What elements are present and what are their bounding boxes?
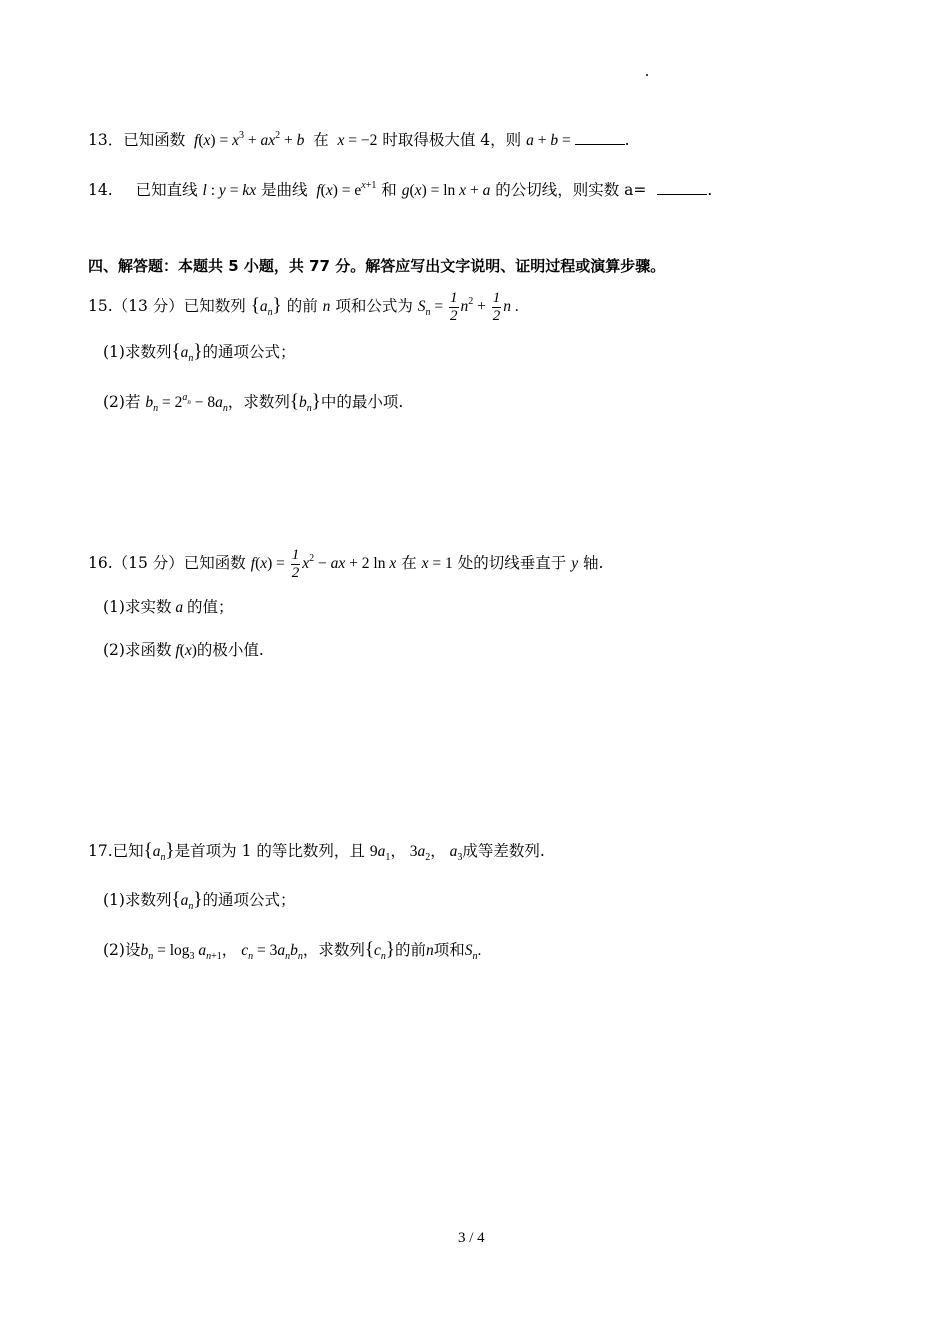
q16-p2-end: 的极小值. <box>196 641 264 659</box>
q14-answer-blank[interactable] <box>657 180 707 195</box>
q14-text-line: 已知直线 <box>135 181 198 199</box>
q17-sequence-an: $\{a_n\}$ <box>143 840 175 863</box>
q15-text-sum: 项和公式为 <box>335 297 413 315</box>
q15-p2-sequence: $\{b_n\}$ <box>289 391 321 414</box>
q17-part-2 <box>103 939 481 962</box>
q17-p2-label: (2)设 <box>103 941 141 959</box>
question-13: 13．已知函数 $f(x) = x^3 + ax^2 + b$ 在 x = −2 时取得极大值 4，则 a + b = . <box>88 130 630 149</box>
question-15 <box>88 288 519 325</box>
q17-p2-text2: 的前 <box>394 941 426 959</box>
q15-p1-label: (1)求数列 <box>103 343 172 361</box>
q13-sum-expression: a + b = <box>526 132 575 149</box>
q17-p2-text1: ，求数列 <box>302 941 365 959</box>
q13-answer-blank[interactable] <box>575 130 625 145</box>
q15-sum-formula: $S_n$ = $\frac{1}{2}$ $n^2$ + $\frac{1}{2}$ n . <box>417 289 519 324</box>
q17-part-1 <box>103 889 295 912</box>
q16-p1-label: (1)求实数 <box>103 598 172 616</box>
q13-number: 13．已知函数 <box>88 131 186 149</box>
q17-p2-text3: 项和 <box>433 941 465 959</box>
question-14: 14. 已知直线 l : y = kx 是曲线 $f(x) = e^{x+1}$ 和 g(x) = ln x + a 的公切线，则实数 a= . <box>88 180 713 199</box>
q15-p2-text2: 中的最小项. <box>320 393 404 411</box>
q17-p2-sn: $S_n$. <box>464 942 482 962</box>
q16-y: y <box>571 555 579 572</box>
q16-text-at: 在 <box>401 554 417 572</box>
stray-dot-mark <box>646 74 648 76</box>
q16-function-formula: f(x) = $\frac{1}{2}$ $x^2$ − ax + 2 ln x <box>250 546 397 581</box>
q14-f-formula: $f(x) = e^{x+1}$ <box>312 180 377 199</box>
q17-p1-sequence: $\{a_n\}$ <box>171 889 203 912</box>
section-4-heading: 四、解答题：本题共 5 小题，共 77 分。解答应写出文字说明、证明过程或演算步骤。 <box>88 257 666 275</box>
q17-p1-label: (1)求数列 <box>103 891 172 909</box>
q13-text-max: 时取得极大值 4，则 <box>382 131 522 149</box>
q14-g-formula: g(x) = ln x + a <box>401 182 491 199</box>
q17-terms: $9a_1$， $3a_2$， $a_3$ <box>369 843 463 863</box>
q13-x-value: x = −2 <box>333 132 378 149</box>
q14-line-formula: l : y = kx <box>202 182 257 199</box>
q15-p2-label: (2)若 <box>103 393 141 411</box>
q16-text-axis: 轴. <box>583 554 604 572</box>
q17-p1-text: 的通项公式； <box>202 891 296 909</box>
q17-p2-sequence: $\{c_n\}$ <box>364 939 395 962</box>
question-17 <box>88 840 545 863</box>
q16-part-1 <box>103 596 233 619</box>
q15-number: 15.（13 分）已知数列 <box>88 297 246 315</box>
q17-text-geometric: 是首项为 1 的等比数列，且 <box>174 842 365 860</box>
q13-text-at: 在 <box>313 131 329 149</box>
q15-part-1 <box>103 341 295 364</box>
q14-number: 14. <box>88 181 113 199</box>
q14-text-tangent: 的公切线，则实数 a= <box>495 181 647 199</box>
q16-x-eq-1: x = 1 <box>421 555 453 572</box>
q14-text-is-curve: 是曲线 <box>261 181 308 199</box>
q15-bn-formula: $b_n = 2^{a_n} - 8a_n$ <box>145 392 228 414</box>
q15-p2-text1: ，求数列 <box>227 393 290 411</box>
q17-text-arithmetic: 成等差数列. <box>462 842 545 860</box>
q15-n: n <box>322 298 331 315</box>
q16-text-tangent: 处的切线垂直于 <box>457 554 567 572</box>
q16-p1-a: a <box>171 599 187 616</box>
q16-part-2 <box>103 639 264 662</box>
q17-bn-formula: $b_n = \log_3 a_{n+1}$， $c_n = 3a_nb_n$ <box>140 942 303 962</box>
q14-text-and: 和 <box>381 181 397 199</box>
q13-function-formula: $f(x) = x^3 + ax^2 + b$ <box>190 130 309 149</box>
page-number: 3 / 4 <box>458 1230 485 1246</box>
q15-p1-text: 的通项公式； <box>202 343 296 361</box>
q15-text-front: 的前 <box>286 297 318 315</box>
q16-p2-fx: f(x) <box>171 642 197 659</box>
q17-p2-n: n <box>426 942 434 959</box>
question-16 <box>88 545 603 582</box>
q16-p1-end: 的值； <box>186 598 234 616</box>
q15-part-2 <box>103 391 403 414</box>
q17-number: 17.已知 <box>88 842 144 860</box>
q16-p2-label: (2)求函数 <box>103 641 172 659</box>
q15-p1-sequence: $\{a_n\}$ <box>171 341 203 364</box>
q15-sequence-an: $\{a_n\}$ <box>250 295 282 318</box>
q16-number: 16.（15 分）已知函数 <box>88 554 246 572</box>
